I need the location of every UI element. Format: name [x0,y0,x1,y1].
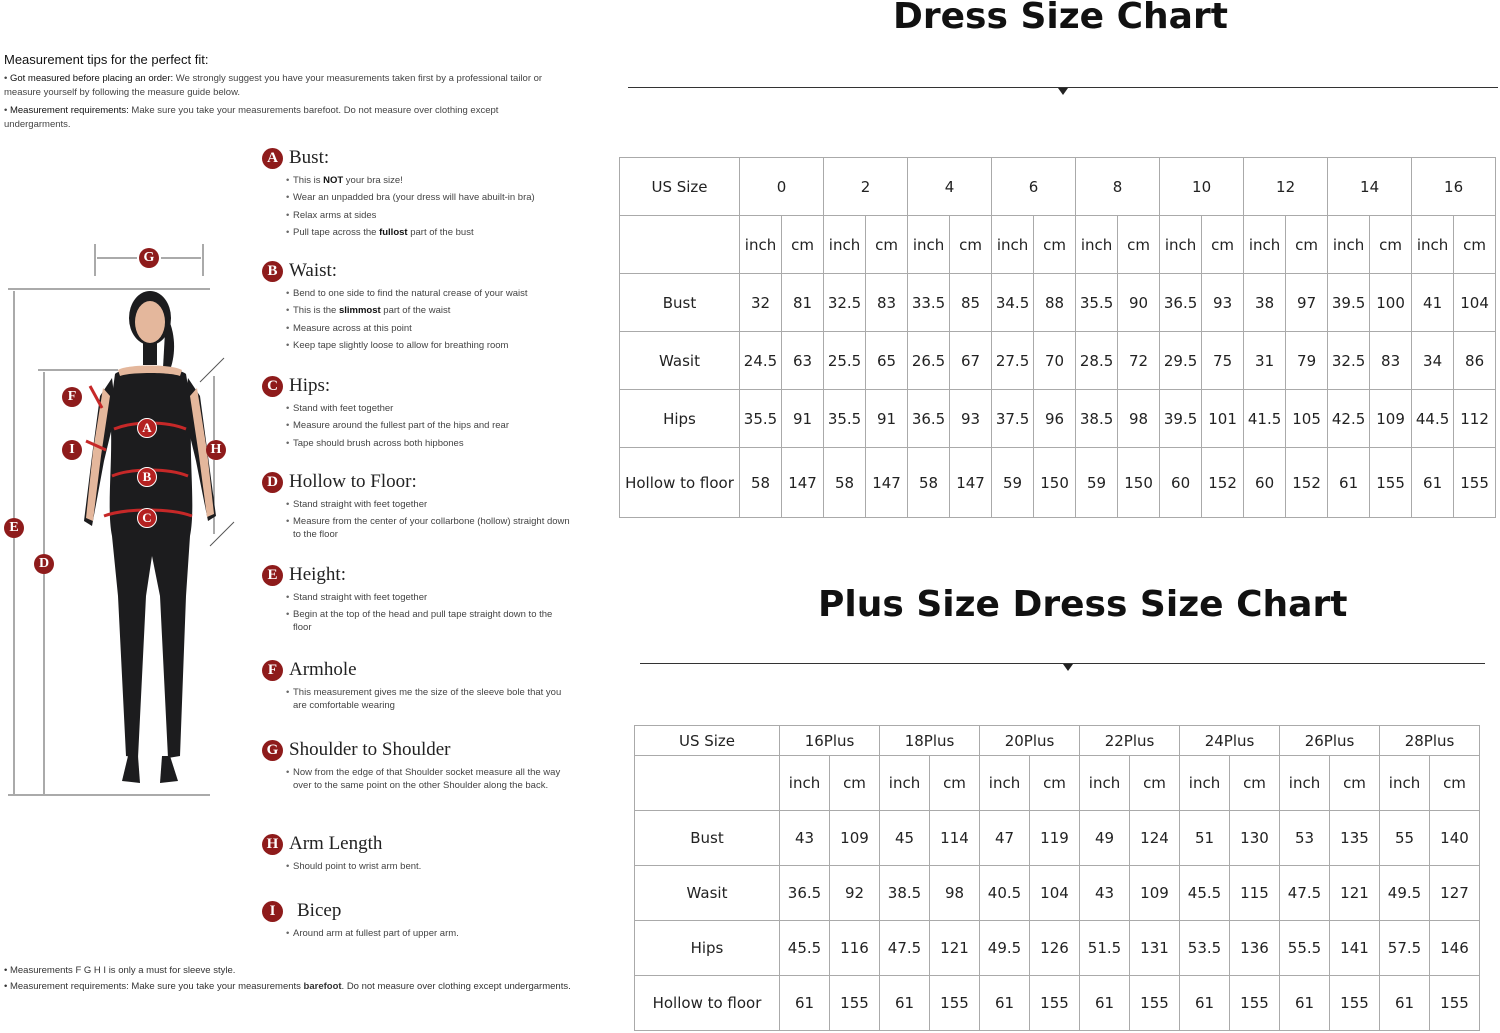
plus-size-chart-title: Plus Size Dress Size Chart [818,584,1348,625]
unit-cell: inch [992,216,1034,274]
list-item: • Wear an unpadded bra (your dress will have abuilt-in bra) [286,191,572,204]
list-item: • Stand straight with feet together [286,591,572,604]
value-cell: 38.5 [880,866,930,921]
list-item: • Bend to one side to find the natural crease of your waist [286,287,572,300]
value-cell: 67 [950,332,992,390]
value-cell: 43 [1080,866,1130,921]
value-cell: 70 [1034,332,1076,390]
value-cell: 155 [1230,976,1280,1031]
table-row [620,448,1496,518]
section-height [262,563,572,639]
marker-i: I [62,440,82,460]
value-cell: 92 [830,866,880,921]
value-cell: 41.5 [1244,390,1286,448]
empty-cell [620,216,740,274]
size-header-cell: 8 [1076,158,1160,216]
unit-cell: inch [780,756,830,811]
badge-f: F [262,660,283,681]
unit-cell: inch [1180,756,1230,811]
value-cell: 61 [1180,976,1230,1031]
tip-measured: • Got measured before placing an order: We strongly suggest you have your measurements taken first by a professional tailor or measure yourself by following the measure guide below. [4,73,543,98]
size-header-cell: 4 [908,158,992,216]
list-item: • Measure around the fullest part of the hips and rear [286,419,572,432]
size-label-cell: US Size [635,726,780,756]
value-cell: 135 [1330,811,1380,866]
value-cell: 61 [880,976,930,1031]
value-cell: 31 [1244,332,1286,390]
value-cell: 114 [930,811,980,866]
value-cell: 47.5 [1280,866,1330,921]
value-cell: 61 [1328,448,1370,518]
unit-cell: inch [1328,216,1370,274]
value-cell: 27.5 [992,332,1034,390]
value-cell: 147 [866,448,908,518]
value-cell: 60 [1160,448,1202,518]
value-cell: 85 [950,274,992,332]
value-cell: 119 [1030,811,1080,866]
marker-a: A [137,418,157,438]
size-header-cell: 6 [992,158,1076,216]
marker-h: H [206,440,226,460]
value-cell: 61 [1380,976,1430,1031]
value-cell: 58 [824,448,866,518]
size-header-cell: 20Plus [980,726,1080,756]
row-label-cell: Bust [620,274,740,332]
row-label-cell: Bust [635,811,780,866]
size-header-cell: 18Plus [880,726,980,756]
unit-cell: inch [980,756,1030,811]
value-cell: 91 [866,390,908,448]
badge-g: G [262,740,283,761]
section-shoulder [262,738,572,796]
value-cell: 155 [1370,448,1412,518]
value-cell: 104 [1454,274,1496,332]
list-item: • Begin at the top of the head and pull tape straight down to the floor [286,608,572,634]
value-cell: 24.5 [740,332,782,390]
value-cell: 61 [1280,976,1330,1031]
value-cell: 25.5 [824,332,866,390]
value-cell: 127 [1430,866,1480,921]
size-header-cell: 14 [1328,158,1412,216]
value-cell: 36.5 [1160,274,1202,332]
value-cell: 152 [1202,448,1244,518]
size-header-cell: 28Plus [1380,726,1480,756]
unit-cell: cm [1118,216,1160,274]
table-header-row [620,158,1496,216]
badge-d: D [262,472,283,493]
table-row [620,332,1496,390]
value-cell: 91 [782,390,824,448]
unit-cell: cm [1202,216,1244,274]
table-header-row [635,726,1480,756]
size-header-cell: 24Plus [1180,726,1280,756]
list-item: • Stand straight with feet together [286,498,572,511]
value-cell: 121 [1330,866,1380,921]
value-cell: 44.5 [1412,390,1454,448]
unit-cell: inch [1080,756,1130,811]
value-cell: 83 [1370,332,1412,390]
value-cell: 150 [1118,448,1160,518]
size-header-cell: 16Plus [780,726,880,756]
list-item: • Should point to wrist arm bent. [286,860,572,873]
value-cell: 155 [1330,976,1380,1031]
table-row [635,976,1480,1031]
value-cell: 83 [866,274,908,332]
unit-cell: inch [1244,216,1286,274]
measurement-figure [0,236,240,808]
marker-e: E [4,518,24,538]
badge-a: A [262,148,283,169]
marker-f: F [62,387,82,407]
unit-cell: cm [782,216,824,274]
value-cell: 57.5 [1380,921,1430,976]
value-cell: 104 [1030,866,1080,921]
value-cell: 43 [780,811,830,866]
value-cell: 58 [740,448,782,518]
value-cell: 90 [1118,274,1160,332]
value-cell: 39.5 [1160,390,1202,448]
section-title: Hips: [289,375,331,396]
divider-arrow [1063,664,1073,671]
value-cell: 61 [780,976,830,1031]
unit-cell: cm [1130,756,1180,811]
value-cell: 121 [930,921,980,976]
unit-cell: cm [1030,756,1080,811]
value-cell: 126 [1030,921,1080,976]
size-header-cell: 22Plus [1080,726,1180,756]
list-item: • Now from the edge of that Shoulder socket measure all the way over to the same point on the other Shoulder along the back. [286,766,572,792]
value-cell: 49 [1080,811,1130,866]
unit-cell: cm [1330,756,1380,811]
value-cell: 96 [1034,390,1076,448]
value-cell: 53.5 [1180,921,1230,976]
row-label-cell: Hips [635,921,780,976]
value-cell: 35.5 [740,390,782,448]
value-cell: 32.5 [1328,332,1370,390]
value-cell: 97 [1286,274,1328,332]
section-title: Hollow to Floor: [289,471,417,492]
value-cell: 116 [830,921,880,976]
value-cell: 124 [1130,811,1180,866]
value-cell: 75 [1202,332,1244,390]
value-cell: 150 [1034,448,1076,518]
list-item: • Measure from the center of your collarbone (hollow) straight down to the floor [286,515,572,541]
table-row [635,921,1480,976]
row-label-cell: Hollow to floor [620,448,740,518]
value-cell: 42.5 [1328,390,1370,448]
value-cell: 93 [1202,274,1244,332]
list-item: • Tape should brush across both hipbones [286,437,572,450]
value-cell: 140 [1430,811,1480,866]
value-cell: 47 [980,811,1030,866]
value-cell: 100 [1370,274,1412,332]
value-cell: 41 [1412,274,1454,332]
value-cell: 51.5 [1080,921,1130,976]
value-cell: 155 [1130,976,1180,1031]
unit-cell: cm [950,216,992,274]
value-cell: 36.5 [908,390,950,448]
list-item: • This is NOT your bra size! [286,174,572,187]
section-arm-length [262,832,572,877]
value-cell: 147 [950,448,992,518]
unit-cell: inch [908,216,950,274]
list-item: • Around arm at fullest part of upper arm. [286,927,572,940]
value-cell: 93 [950,390,992,448]
unit-cell: inch [1412,216,1454,274]
value-cell: 105 [1286,390,1328,448]
value-cell: 51 [1180,811,1230,866]
value-cell: 49.5 [1380,866,1430,921]
list-item: • This is the slimmost part of the waist [286,304,572,317]
unit-cell: cm [1286,216,1328,274]
table-row [620,390,1496,448]
value-cell: 45.5 [1180,866,1230,921]
value-cell: 60 [1244,448,1286,518]
value-cell: 88 [1034,274,1076,332]
value-cell: 130 [1230,811,1280,866]
value-cell: 63 [782,332,824,390]
unit-cell: inch [824,216,866,274]
section-hollow-to-floor [262,470,572,546]
value-cell: 98 [1118,390,1160,448]
unit-cell: inch [880,756,930,811]
unit-cell: cm [1034,216,1076,274]
value-cell: 45.5 [780,921,830,976]
marker-g: G [139,248,159,268]
section-title: Bust: [289,147,330,168]
section-bicep [262,899,572,944]
value-cell: 155 [830,976,880,1031]
value-cell: 59 [1076,448,1118,518]
dress-size-table [619,157,1496,518]
value-cell: 61 [980,976,1030,1031]
value-cell: 32.5 [824,274,866,332]
unit-cell: cm [1230,756,1280,811]
value-cell: 109 [1370,390,1412,448]
value-cell: 34 [1412,332,1454,390]
bottom-notes [4,965,574,997]
unit-cell: cm [866,216,908,274]
value-cell: 61 [1412,448,1454,518]
value-cell: 34.5 [992,274,1034,332]
unit-cell: inch [1280,756,1330,811]
value-cell: 29.5 [1160,332,1202,390]
value-cell: 155 [1430,976,1480,1031]
tip-requirements: • Measurement requirements: Make sure you take your measurements barefoot. Do not measure over clothing except undergarments. [4,105,499,130]
value-cell: 61 [1080,976,1130,1031]
row-label-cell: Hips [620,390,740,448]
value-cell: 115 [1230,866,1280,921]
section-title: Armhole [289,659,357,680]
value-cell: 65 [866,332,908,390]
size-label-cell: US Size [620,158,740,216]
value-cell: 40.5 [980,866,1030,921]
size-header-cell: 2 [824,158,908,216]
value-cell: 155 [930,976,980,1031]
value-cell: 86 [1454,332,1496,390]
value-cell: 109 [830,811,880,866]
list-item: • This measurement gives me the size of the sleeve bole that you are comfortable wearing [286,686,572,712]
section-hips [262,374,572,454]
tips-title: Measurement tips for the perfect fit: [4,52,209,67]
row-label-cell: Hollow to floor [635,976,780,1031]
section-title: Waist: [289,260,338,281]
badge-e: E [262,565,283,586]
divider-arrow [1058,88,1068,95]
list-item: • Stand with feet together [286,402,572,415]
table-unit-row [620,216,1496,274]
row-label-cell: Wasit [635,866,780,921]
value-cell: 35.5 [1076,274,1118,332]
value-cell: 72 [1118,332,1160,390]
note-sleeve: • Measurements F G H I is only a must for sleeve style. [4,965,236,976]
value-cell: 136 [1230,921,1280,976]
section-title: Height: [289,564,346,585]
table-row [635,811,1480,866]
unit-cell: cm [830,756,880,811]
table-row [620,274,1496,332]
badge-c: C [262,376,283,397]
badge-i: I [262,901,283,922]
value-cell: 141 [1330,921,1380,976]
value-cell: 37.5 [992,390,1034,448]
value-cell: 112 [1454,390,1496,448]
dress-size-chart-title: Dress Size Chart [893,0,1228,37]
value-cell: 49.5 [980,921,1030,976]
value-cell: 32 [740,274,782,332]
marker-c: C [137,508,157,528]
value-cell: 35.5 [824,390,866,448]
section-waist [262,259,572,356]
value-cell: 59 [992,448,1034,518]
section-bust [262,146,572,243]
size-header-cell: 16 [1412,158,1496,216]
value-cell: 101 [1202,390,1244,448]
value-cell: 155 [1030,976,1080,1031]
value-cell: 28.5 [1076,332,1118,390]
size-header-cell: 12 [1244,158,1328,216]
badge-h: H [262,834,283,855]
value-cell: 109 [1130,866,1180,921]
list-item: • Keep tape slightly loose to allow for breathing room [286,339,572,352]
value-cell: 47.5 [880,921,930,976]
value-cell: 79 [1286,332,1328,390]
list-item: • Measure across at this point [286,322,572,335]
value-cell: 98 [930,866,980,921]
section-title: Shoulder to Shoulder [289,739,451,760]
note-requirements: • Measurement requirements: Make sure you take your measurements barefoot. Do not measure over clothing except undergarments. [4,981,571,992]
section-title: Arm Length [289,833,383,854]
table-row [635,866,1480,921]
value-cell: 131 [1130,921,1180,976]
unit-cell: inch [1380,756,1430,811]
value-cell: 81 [782,274,824,332]
value-cell: 36.5 [780,866,830,921]
unit-cell: inch [1076,216,1118,274]
size-header-cell: 10 [1160,158,1244,216]
badge-b: B [262,261,283,282]
value-cell: 39.5 [1328,274,1370,332]
value-cell: 38 [1244,274,1286,332]
unit-cell: inch [740,216,782,274]
unit-cell: inch [1160,216,1202,274]
value-cell: 55 [1380,811,1430,866]
marker-b: B [137,467,157,487]
empty-cell [635,756,780,811]
list-item: • Relax arms at sides [286,209,572,222]
size-header-cell: 26Plus [1280,726,1380,756]
value-cell: 155 [1454,448,1496,518]
value-cell: 45 [880,811,930,866]
plus-size-table [634,725,1480,1031]
unit-cell: cm [1430,756,1480,811]
value-cell: 26.5 [908,332,950,390]
marker-d: D [34,554,54,574]
unit-cell: cm [1454,216,1496,274]
value-cell: 38.5 [1076,390,1118,448]
value-cell: 146 [1430,921,1480,976]
row-label-cell: Wasit [620,332,740,390]
value-cell: 55.5 [1280,921,1330,976]
value-cell: 58 [908,448,950,518]
size-header-cell: 0 [740,158,824,216]
figure-illustration [0,236,240,808]
list-item: • Pull tape across the fullost part of the bust [286,226,572,239]
section-armhole [262,658,572,716]
value-cell: 53 [1280,811,1330,866]
unit-cell: cm [930,756,980,811]
value-cell: 152 [1286,448,1328,518]
section-title: Bicep [297,900,342,921]
value-cell: 33.5 [908,274,950,332]
value-cell: 147 [782,448,824,518]
table-unit-row [635,756,1480,811]
unit-cell: cm [1370,216,1412,274]
